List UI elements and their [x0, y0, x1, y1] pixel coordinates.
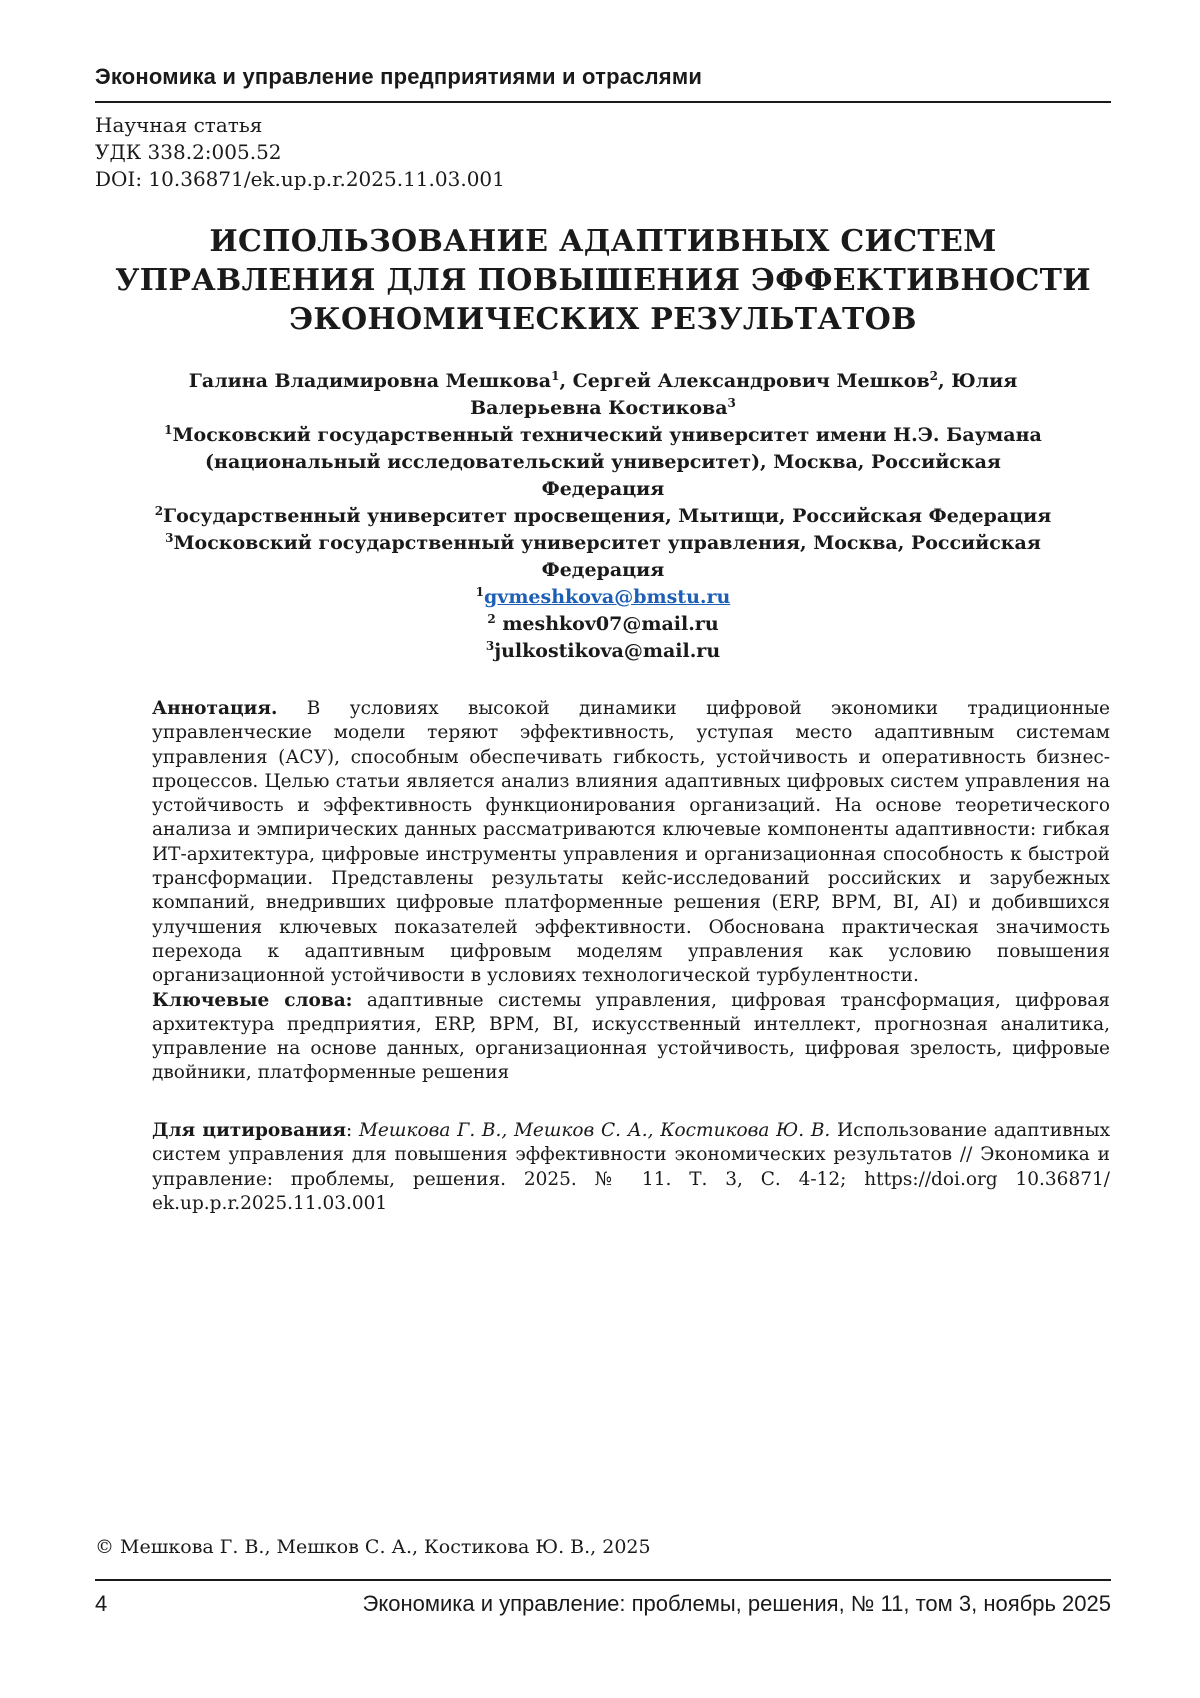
journal-section-header: Экономика и управление предприятиями и отраслями	[95, 64, 703, 89]
author-3: Валерьевна Костикова	[470, 397, 728, 419]
abstract	[152, 697, 1110, 989]
email-2: $^2$ meshkov07@mail.ru	[487, 612, 719, 635]
page-number: 4	[95, 1591, 108, 1616]
affiliation-1: $^1$Московский государственный технический университет имени Н.Э. Баумана	[164, 423, 1042, 446]
authors-line-1: Галина Владимировна Мешкова$^1$, Сергей Александрович Мешков$^2$, Юлия	[188, 369, 1018, 392]
keywords-label: Ключевые слова:	[152, 989, 353, 1011]
header-divider	[95, 101, 1111, 103]
citation-authors: Мешкова Г. В., Мешков С. А., Костикова Ю. В.	[358, 1120, 831, 1141]
affiliation-1-cont: Федерация	[541, 478, 665, 500]
author-2: Сергей Александрович Мешков	[572, 370, 930, 392]
affiliation-2: $^2$Государственный университет просвещения, Мытищи, Российская Федерация	[154, 504, 1052, 527]
copyright-notice: © Мешкова Г. В., Мешков С. А., Костикова Ю. В., 2025	[95, 1536, 651, 1558]
title-line: УПРАВЛЕНИЯ ДЛЯ ПОВЫШЕНИЯ ЭФФЕКТИВНОСТИ	[115, 263, 1091, 298]
footer-journal-info: Экономика и управление: проблемы, решения, № 11, том 3, ноябрь 2025	[362, 1591, 1111, 1616]
title-line: ЭКОНОМИЧЕСКИХ РЕЗУЛЬТАТОВ	[289, 302, 917, 337]
abstract-label: Аннотация.	[152, 698, 278, 719]
udc-code: УДК 338.2:005.52	[95, 140, 282, 164]
keywords	[152, 989, 1110, 1086]
citation-text: Использование адаптивных систем управления для повышения эффективности экономических результатов // Экономика и управление: проблемы, решения. 2025. № 11. Т. 3, С. 4-12; https://doi.org 10.36871/ ek.up.p.r.2025.11.03.001	[152, 1120, 1111, 1214]
article-type: Научная статья	[95, 113, 263, 137]
title-line: ИСПОЛЬЗОВАНИЕ АДАПТИВНЫХ СИСТЕМ	[209, 224, 997, 259]
citation-label: Для цитирования	[152, 1120, 347, 1141]
doi: DOI: 10.36871/ek.up.p.r.2025.11.03.001	[95, 167, 505, 191]
authors-affiliations	[80, 368, 1126, 665]
affiliation-3: $^3$Московский государственный университет управления, Москва, Российская	[165, 531, 1041, 554]
email-3: $^3$julkostikova@mail.ru	[485, 639, 721, 662]
email-1: $^1$gvmeshkova@bmstu.ru	[475, 585, 731, 608]
keywords-text: адаптивные системы управления, цифровая трансформация, цифровая архитектура предприятия, ERP, BPM, BI, искусственный интеллект, прогнозная аналитика, управление на основе данных, организационная устойчивость, цифровая зрелость, цифровые двойники, платформенные решения	[152, 989, 1110, 1084]
affiliation-1-cont: (национальный исследовательский университет), Москва, Российская	[205, 451, 1001, 473]
affiliation-3-cont: Федерация	[541, 559, 665, 581]
article-title	[95, 222, 1111, 339]
abstract-text: В условиях высокой динамики цифровой экономики традиционные управленческие модели теряют эффективность, уступая место адаптивным системам управления (АСУ), способным обеспечивать гибкость, устойчивость и оперативность бизнес-процессов. Целью статьи является анализ влияния адаптивных цифровых систем управления на устойчивость и эффективность функционирования организаций. На основе теоретического анализа и эмпирических данных рассматриваются ключевые компоненты адаптивности: гибкая ИТ-архитектура, цифровые инструменты управления и организационная способность к быстрой трансформации. Представлены результаты кейс-исследований российских и зарубежных компаний, внедривших цифровые платформенные решения (ERP, BPM, BI, AI) и добившихся улучшения ключевых показателей эффективности. Обоснована практическая значимость перехода к адаптивным цифровым моделям управления как условию повышения организационной устойчивости в условиях технологической турбулентности.	[152, 698, 1110, 987]
article-meta	[95, 112, 505, 193]
author-1: Галина Владимировна Мешкова	[188, 370, 552, 392]
email-link-1[interactable]: gvmeshkova@bmstu.ru	[484, 586, 731, 608]
citation-block: Для цитирования: Мешкова Г. В., Мешков С. А., Костикова Ю. В. Использование адаптивных систем управления для повышения эффективности экономических результатов // Экономика и управление: проблемы, решения. 2025. № 11. Т. 3, С. 4-12; https://doi.org 10.36871/ ek.up.p.r.2025.11.03.001	[152, 1120, 1111, 1214]
abstract-block	[152, 697, 1110, 1086]
footer-divider	[95, 1579, 1111, 1581]
authors-line-2: Валерьевна Костикова$^3$	[470, 396, 736, 419]
